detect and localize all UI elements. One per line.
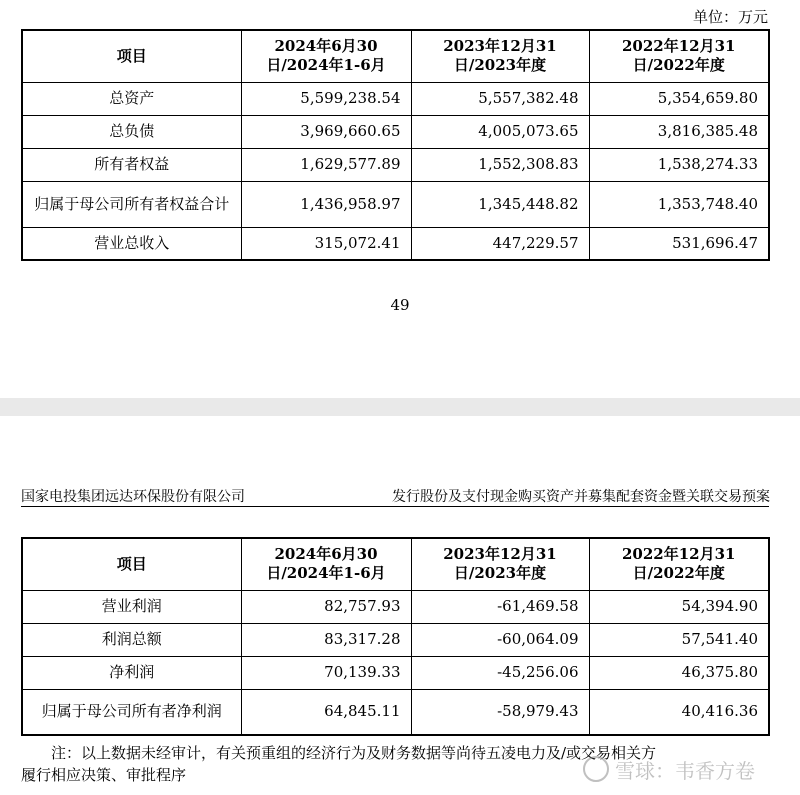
cell-value: 5,599,238.54 <box>241 82 411 115</box>
cell-value: 82,757.93 <box>241 590 411 623</box>
cell-value: -60,064.09 <box>411 623 589 656</box>
watermark-text: 雪球：韦香方卷 <box>615 759 755 783</box>
cell-value: 40,416.36 <box>589 689 769 735</box>
snowball-logo-icon <box>583 756 609 782</box>
unit-label: 单位：万元 <box>692 8 768 26</box>
table-row <box>22 115 769 148</box>
column-header: 2024年6月30日/2024年1-6月 <box>241 538 411 590</box>
balance-sheet-table <box>21 29 770 261</box>
row-label: 利润总额 <box>22 623 241 656</box>
row-label: 营业总收入 <box>22 227 241 260</box>
table-row <box>22 82 769 115</box>
row-label: 归属于母公司所有者净利润 <box>22 689 241 735</box>
table-header-row <box>22 538 769 590</box>
cell-value: 46,375.80 <box>589 656 769 689</box>
cell-value: -58,979.43 <box>411 689 589 735</box>
row-label: 营业利润 <box>22 590 241 623</box>
cell-value: 1,353,748.40 <box>589 181 769 227</box>
header-divider <box>21 506 769 507</box>
cell-value: 1,538,274.33 <box>589 148 769 181</box>
footnote-line: 履行相应决策、审批程序 <box>21 766 187 784</box>
cell-value: 1,345,448.82 <box>411 181 589 227</box>
cell-value: 1,552,308.83 <box>411 148 589 181</box>
cell-value: 64,845.11 <box>241 689 411 735</box>
table-row <box>22 181 769 227</box>
column-header: 2023年12月31日/2023年度 <box>411 30 589 82</box>
table-row <box>22 148 769 181</box>
table-row <box>22 689 769 735</box>
cell-value: 54,394.90 <box>589 590 769 623</box>
footnote-line: 注：以上数据未经审计，有关预重组的经济行为及财务数据等尚待五凌电力及/或交易相关方 <box>51 744 657 762</box>
page-header-title: 发行股份及支付现金购买资产并募集配套资金暨关联交易预案 <box>392 489 770 505</box>
table-row <box>22 590 769 623</box>
cell-value: 57,541.40 <box>589 623 769 656</box>
table-header-row <box>22 30 769 82</box>
column-header: 项目 <box>22 30 241 82</box>
cell-value: 1,629,577.89 <box>241 148 411 181</box>
row-label: 总资产 <box>22 82 241 115</box>
cell-value: 3,816,385.48 <box>589 115 769 148</box>
column-header: 项目 <box>22 538 241 590</box>
table-row <box>22 656 769 689</box>
cell-value: 4,005,073.65 <box>411 115 589 148</box>
page-number: 49 <box>390 296 410 314</box>
cell-value: -61,469.58 <box>411 590 589 623</box>
cell-value: 3,969,660.65 <box>241 115 411 148</box>
table-row <box>22 227 769 260</box>
cell-value: 5,354,659.80 <box>589 82 769 115</box>
cell-value: 531,696.47 <box>589 227 769 260</box>
cell-value: 83,317.28 <box>241 623 411 656</box>
cell-value: 70,139.33 <box>241 656 411 689</box>
table-row <box>22 623 769 656</box>
cell-value: 315,072.41 <box>241 227 411 260</box>
income-statement-table <box>21 537 770 736</box>
row-label: 总负债 <box>22 115 241 148</box>
row-label: 所有者权益 <box>22 148 241 181</box>
cell-value: -45,256.06 <box>411 656 589 689</box>
page-separator <box>0 398 800 416</box>
column-header: 2022年12月31日/2022年度 <box>589 538 769 590</box>
cell-value: 447,229.57 <box>411 227 589 260</box>
row-label: 归属于母公司所有者权益合计 <box>22 181 241 227</box>
cell-value: 1,436,958.97 <box>241 181 411 227</box>
cell-value: 5,557,382.48 <box>411 82 589 115</box>
watermark <box>583 755 755 784</box>
column-header: 2023年12月31日/2023年度 <box>411 538 589 590</box>
row-label: 净利润 <box>22 656 241 689</box>
column-header: 2022年12月31日/2022年度 <box>589 30 769 82</box>
column-header: 2024年6月30日/2024年1-6月 <box>241 30 411 82</box>
page-header-company: 国家电投集团远达环保股份有限公司 <box>21 489 245 505</box>
